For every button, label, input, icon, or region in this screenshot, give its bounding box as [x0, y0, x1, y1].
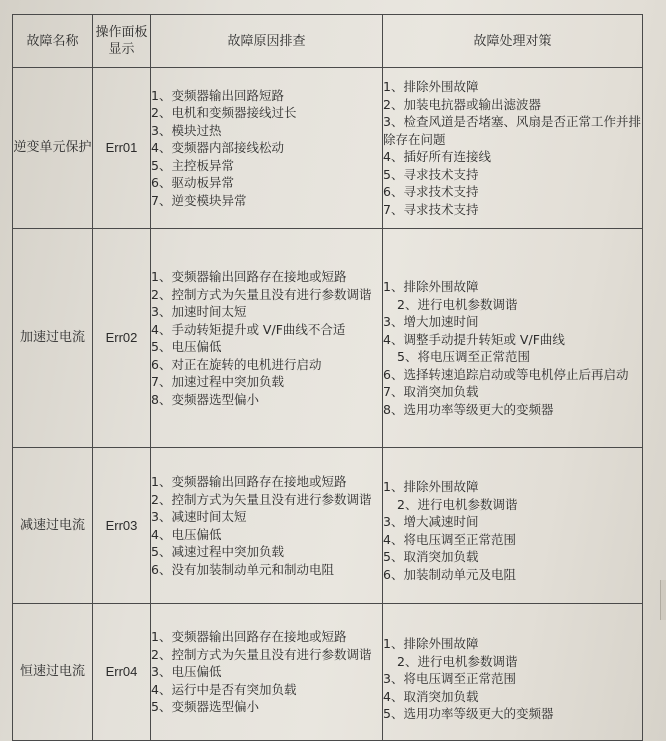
- list-item: 6、寻求技术支持: [383, 184, 479, 199]
- table-row: [13, 448, 643, 604]
- list-item: 5、寻求技术支持: [383, 166, 479, 182]
- list-item: 7、取消突加负载: [383, 384, 479, 399]
- solution-list: [383, 635, 642, 723]
- list-item: 4、取消突加负载: [383, 688, 479, 704]
- list-item: 6、加装制动单元及电阻: [383, 566, 516, 582]
- fault-code-cell: Err04: [93, 604, 151, 741]
- solution-cell: [383, 448, 643, 604]
- list-item: 3、增大减速时间: [383, 514, 479, 529]
- list-item: 3、增大加速时间: [383, 314, 479, 329]
- table-row: [13, 604, 643, 741]
- list-item: 3、减速时间太短: [151, 509, 247, 524]
- solution-list: [383, 278, 642, 418]
- list-item: 4、手动转矩提升或 V/F曲线不合适: [151, 321, 346, 337]
- list-item: 1、排除外围故障: [383, 636, 479, 652]
- list-item: 3、检查风道是否堵塞、风扇是否正常工作并排除存在问题: [383, 114, 641, 147]
- solution-cell: [383, 604, 643, 741]
- list-item: 1、排除外围故障: [383, 79, 479, 94]
- list-item: 4、运行中是否有突加负载: [151, 681, 297, 697]
- list-item: 4、调整手动提升转矩或 V/F曲线: [383, 331, 565, 347]
- list-item: 3、将电压调至正常范围: [383, 671, 516, 687]
- list-item: 2、进行电机参数调谐: [397, 496, 518, 512]
- solution-list: [383, 78, 642, 218]
- list-item: 8、变频器选型偏小: [151, 391, 259, 407]
- list-item: 7、逆变模块异常: [151, 192, 247, 208]
- list-item: 4、插好所有连接线: [383, 149, 491, 164]
- fault-code-cell: Err01: [93, 68, 151, 229]
- list-item: 5、减速过程中突加负载: [151, 544, 284, 559]
- list-item: 5、主控板异常: [151, 157, 234, 173]
- list-item: 3、加速时间太短: [151, 304, 247, 319]
- list-item: 2、控制方式为矢量且没有进行参数调谐: [151, 491, 372, 507]
- solution-cell: [383, 68, 643, 229]
- list-item: 1、变频器输出回路存在接地或短路: [151, 629, 347, 645]
- list-item: 3、电压偏低: [151, 664, 222, 680]
- page-edge-tab: [660, 580, 666, 620]
- fault-code-cell: Err03: [93, 448, 151, 604]
- fault-table: [12, 14, 643, 741]
- table-header-row: [13, 15, 643, 68]
- header-solution: 故障处理对策: [383, 15, 643, 68]
- table-row: [13, 229, 643, 448]
- list-item: 1、变频器输出回路存在接地或短路: [151, 269, 347, 284]
- list-item: 5、将电压调至正常范围: [397, 349, 530, 364]
- list-item: 4、电压偏低: [151, 526, 222, 542]
- cause-list: [151, 87, 382, 210]
- list-item: 6、没有加装制动单元和制动电阻: [151, 561, 334, 577]
- header-panel-display: 操作面板显示: [93, 15, 151, 68]
- list-item: 6、驱动板异常: [151, 175, 234, 191]
- list-item: 3、模块过热: [151, 122, 222, 138]
- list-item: 2、进行电机参数调谐: [397, 296, 518, 312]
- fault-code-cell: Err02: [93, 229, 151, 448]
- list-item: 2、进行电机参数调谐: [397, 653, 518, 669]
- list-item: 4、将电压调至正常范围: [383, 531, 516, 547]
- cause-cell: [151, 604, 383, 741]
- cause-list: [151, 268, 382, 408]
- list-item: 2、电机和变频器接线过长: [151, 105, 297, 121]
- list-item: 5、电压偏低: [151, 339, 222, 354]
- cause-list: [151, 473, 382, 578]
- list-item: 2、控制方式为矢量且没有进行参数调谐: [151, 646, 372, 662]
- header-fault-name: 故障名称: [13, 15, 93, 68]
- solution-cell: [383, 229, 643, 448]
- list-item: 1、变频器输出回路存在接地或短路: [151, 474, 347, 489]
- list-item: 5、选用功率等级更大的变频器: [383, 706, 554, 722]
- cause-cell: [151, 448, 383, 604]
- list-item: 7、寻求技术支持: [383, 201, 479, 217]
- list-item: 4、变频器内部接线松动: [151, 140, 284, 156]
- list-item: 1、排除外围故障: [383, 479, 479, 494]
- cause-cell: [151, 68, 383, 229]
- list-item: 5、变频器选型偏小: [151, 699, 259, 715]
- header-cause-check: 故障原因排查: [151, 15, 383, 68]
- list-item: 6、选择转速追踪启动或等电机停止后再启动: [383, 366, 629, 382]
- list-item: 2、控制方式为矢量且没有进行参数调谐: [151, 286, 372, 302]
- fault-name-cell: 逆变单元保护: [13, 68, 93, 229]
- cause-list: [151, 628, 382, 716]
- list-item: 5、取消突加负载: [383, 549, 479, 564]
- solution-list: [383, 478, 642, 583]
- list-item: 6、对正在旋转的电机进行启动: [151, 356, 322, 372]
- table-row: [13, 68, 643, 229]
- list-item: 2、加装电抗器或输出滤波器: [383, 96, 541, 112]
- fault-name-cell: 恒速过电流: [13, 604, 93, 741]
- list-item: 1、排除外围故障: [383, 279, 479, 294]
- cause-cell: [151, 229, 383, 448]
- fault-name-cell: 减速过电流: [13, 448, 93, 604]
- list-item: 7、加速过程中突加负载: [151, 374, 284, 389]
- list-item: 8、选用功率等级更大的变频器: [383, 401, 554, 417]
- fault-name-cell: 加速过电流: [13, 229, 93, 448]
- list-item: 1、变频器输出回路短路: [151, 87, 284, 103]
